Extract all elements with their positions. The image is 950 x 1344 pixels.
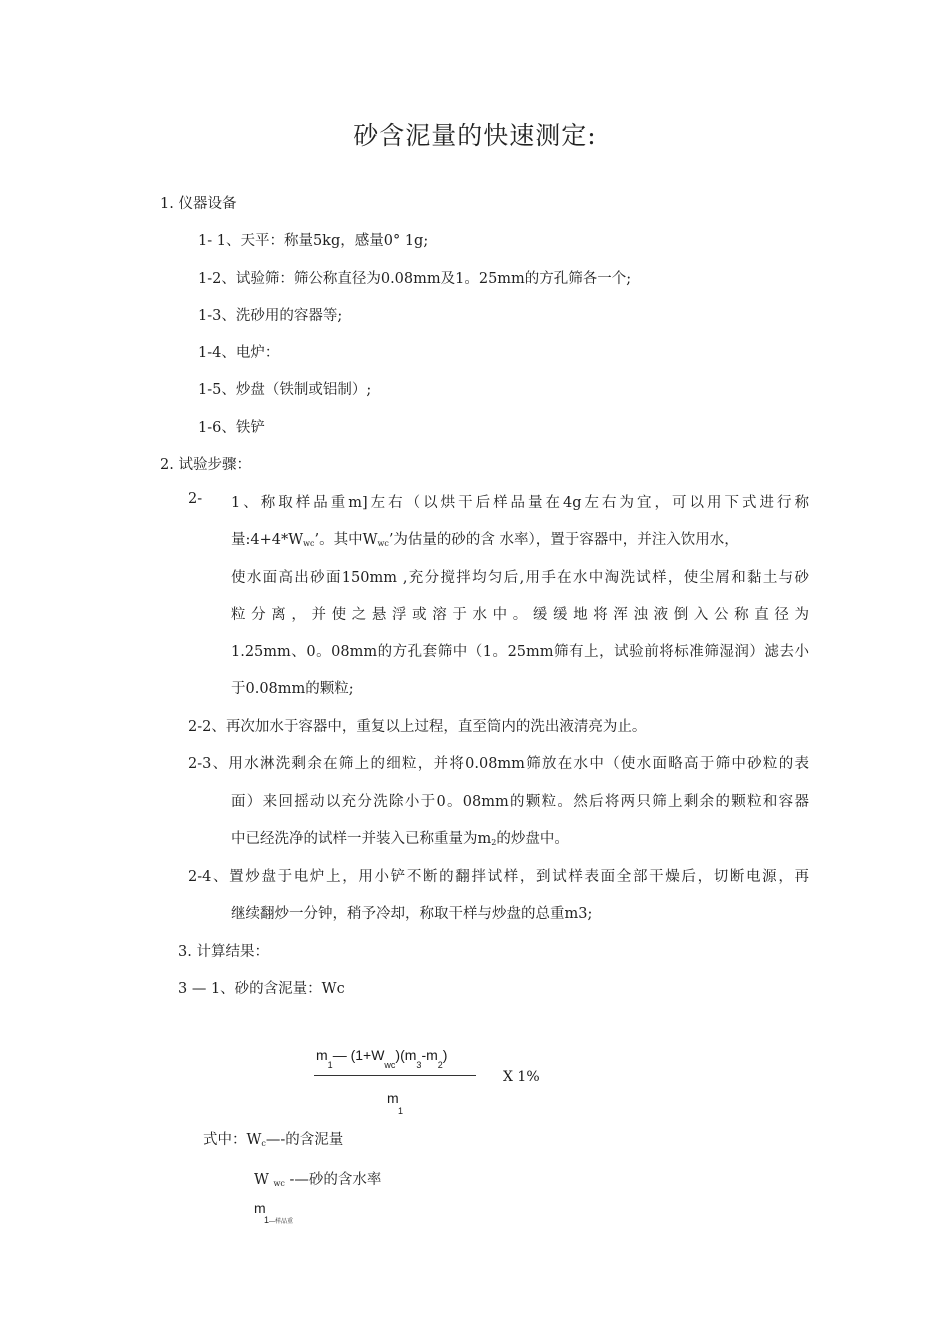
step-3-line-2: 面）来回摇动以充分洗除小于0。08mm的颗粒。然后将两只筛上剩余的颗粒和容器 <box>231 794 809 810</box>
step-1-line-2: 量$:4+4*W_{wc}$’。其中$W_{wc}$’为估量的砂的含 水率），置于容器中，并注入饮用水， <box>231 532 739 548</box>
equipment-item-1: 1- 1、天平：称量5kg，感量0° 1g; <box>198 233 429 249</box>
step-4-line-2: 继续翻炒一分钟，稍予冷却，称取干样与炒盘的总重m3; <box>231 906 593 922</box>
step-4-line-1: 2-4、置炒盘于电炉上，用小铲不断的翻拌试样，到试样表面全部干燥后，切断电源，再 <box>188 869 809 885</box>
formula-denominator: m 1 <box>387 1090 404 1116</box>
fraction-bar <box>314 1075 476 1076</box>
section-2-heading: 2. 试验步骤： <box>160 457 251 473</box>
formula-multiplier: X 1% <box>503 1069 540 1085</box>
equipment-item-6: 1-6、铁铲 <box>198 420 265 436</box>
step-2: 2-2、再次加水于容器中，重复以上过程，直至筒内的洗出液清亮为止。 <box>188 719 647 735</box>
step-3-line-1: 2-3、用水淋洗剩余在筛上的细粒，并将0.08mm筛放在水中（使水面略高于筛中砂粒的表 <box>188 756 809 772</box>
step-1-line-3: 使水面高出砂面150mm ,充分搅拌均匀后,用手在水中淘洗试样，使尘屑和黏土与砂 <box>231 570 809 586</box>
step-1-line-4: 粒分离，并使之悬浮或溶于水中。缓缓地将浑浊液倒入公称直径为 <box>231 607 809 623</box>
step-1-line-6: 于0.08mm的颗粒; <box>231 681 354 697</box>
page-title: 砂含泥量的快速测定: <box>353 121 597 150</box>
step-1-prefix: 2- <box>188 491 203 507</box>
step-1-line-1: 1、称取样品重m]左右（以烘干后样品量在4g左右为宜，可以用下式进行称 <box>231 495 809 511</box>
calc-item-1: 3 — 1、砂的含泥量：Wc <box>178 981 345 997</box>
equipment-item-4: 1-4、电炉： <box>198 345 280 361</box>
where-line-3: m 1—样品重 <box>254 1200 294 1225</box>
equipment-item-3: 1-3、洗砂用的容器等; <box>198 308 343 324</box>
section-1-heading: 1. 仪器设备 <box>160 196 237 212</box>
section-3-heading: 3. 计算结果： <box>178 944 269 960</box>
equipment-item-5: 1-5、炒盘（铁制或铝制）; <box>198 382 372 398</box>
formula-numerator: $m_1—$ $(1+W_{wc})(m_3-m_2)$ <box>316 1047 448 1070</box>
step-3-line-3: 中已经洗净的试样一并装入已称重量为$m_2$的炒盘中。 <box>231 831 569 847</box>
where-line-1: 式中：$W_c—-$的含泥量 <box>203 1132 344 1148</box>
equipment-item-2: 1-2、试验筛：筛公称直径为0.08mm及1。25mm的方孔筛各一个; <box>198 271 632 287</box>
step-1-line-5: 1.25mm、0。08mm的方孔套筛中（1。25mm筛有上，试验前将标准筛湿润）滤去小 <box>231 644 809 660</box>
where-line-2: W $_{wc}$ -—砂的含水率 <box>254 1172 382 1188</box>
